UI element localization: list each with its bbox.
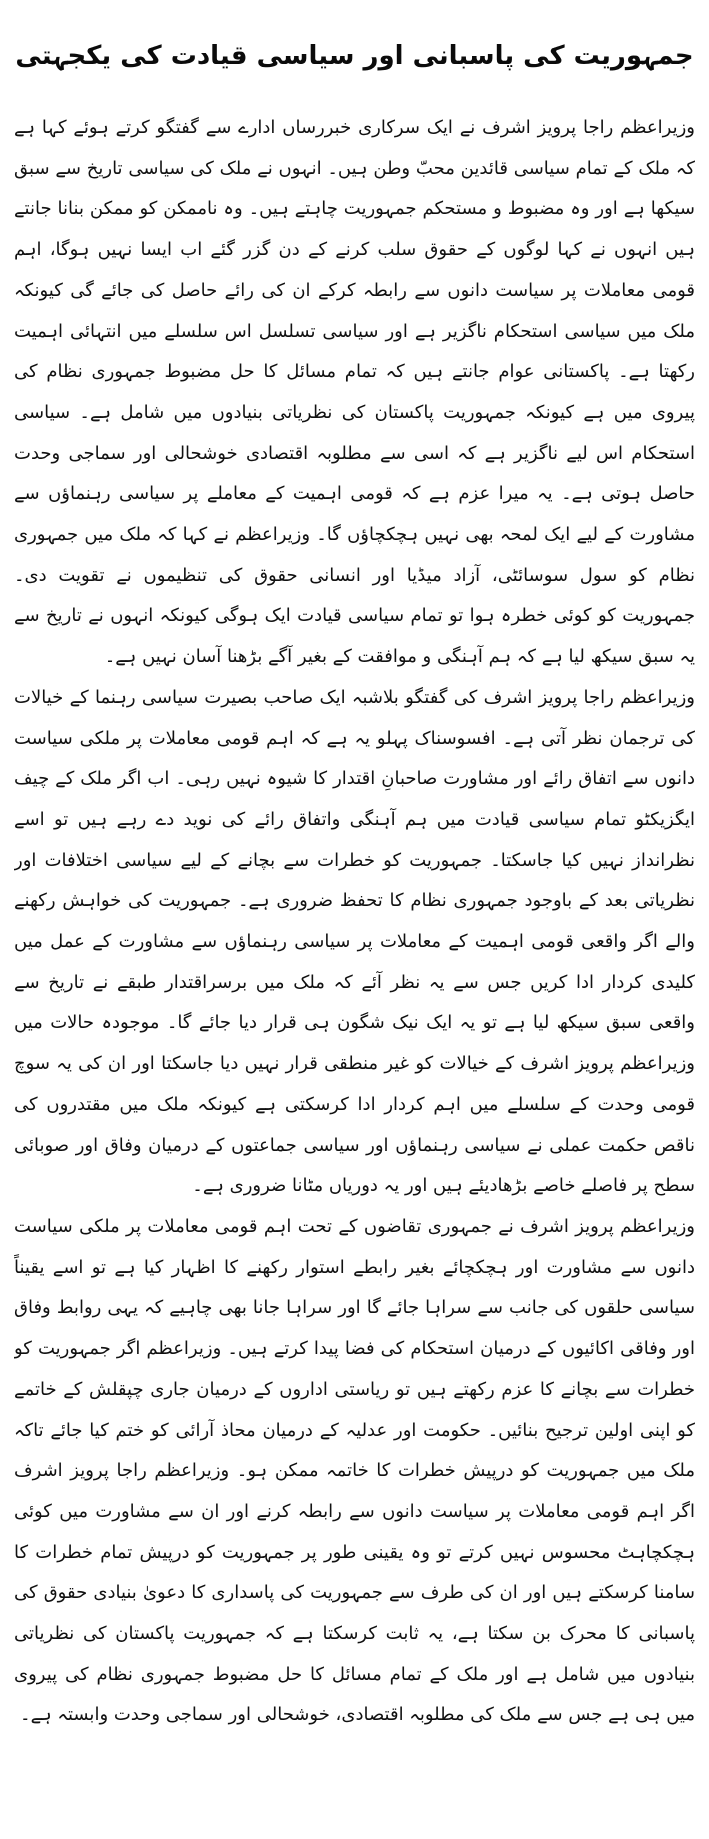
editorial-headline: جمہوریت کی پاسبانی اور سیاسی قیادت کی یکجہتی <box>15 41 694 71</box>
editorial-body <box>14 108 695 1835</box>
paragraph: وزیراعظم راجا پرویز اشرف کی گفتگو بلاشبہ ایک صاحب بصیرت سیاسی رہنما کے خیالات کی ترجمان نظر آتی ہے۔ افسوسناک پہلو یہ ہے کہ اہم قومی معاملات پر ملکی سیاست دانوں سے اتفاق رائے اور مشاورت صاحبانِ اقتدار کا شیوہ نہیں رہی۔ اب اگر ملک کے چیف ایگزیکٹو تمام سیاسی قیادت میں ہم آہنگی واتفاق رائے کی نوید دے رہے ہیں تو اسے نظرانداز نہیں کیا جاسکتا۔ جمہوریت کو خطرات سے بچانے کے لیے سیاسی اختلافات اور نظریاتی بعد کے باوجود جمہوری نظام کا تحفظ ضروری ہے۔ جمہوریت کی خواہش رکھنے والے اگر واقعی قومی اہمیت کے معاملات پر سیاسی رہنماؤں سے مشاورت کے عمل میں کلیدی کردار ادا کریں جس سے یہ نظر آئے کہ ملک میں برسراقتدار طبقے نے تاریخ سے واقعی سبق سیکھ لیا ہے تو یہ ایک نیک شگون ہی قرار دیا جائے گا۔ موجودہ حالات میں وزیراعظم پرویز اشرف کے خیالات کو غیر منطقی قرار نہیں دیا جاسکتا اور ان کی یہ سوچ قومی وحدت کے سلسلے میں اہم کردار ادا کرسکتی ہے کیونکہ ملک میں مقتدروں کی ناقص حکمت عملی نے سیاسی رہنماؤں اور سیاسی جماعتوں کے درمیان وفاق اور صوبائی سطح پر فاصلے خاصے بڑھادیئے ہیں اور یہ دوریاں مٹانا ضروری ہے۔ <box>14 686 695 1197</box>
paragraph: وزیراعظم پرویز اشرف نے جمہوری تقاضوں کے تحت اہم قومی معاملات پر ملکی سیاست دانوں سے مشاورت اور ہچکچائے بغیر رابطے استوار رکھنے کا اظہار کیا ہے تو اسے یقیناً سیاسی حلقوں کی جانب سے سراہا جائے گا اور سراہا جانا بھی چاہیے کہ یہی روابط وفاق اور وفاقی اکائیوں کے درمیان استحکام کی فضا پیدا کرتے ہیں۔ وزیراعظم اگر جمہوریت کو خطرات سے بچانے کا عزم رکھتے ہیں تو ریاستی اداروں کے درمیان جاری چپقلش کے خاتمے کو اپنی اولین ترجیح بنائیں۔ حکومت اور عدلیہ کے درمیان محاذ آرائی کو ختم کیا جائے تاکہ ملک میں جمہوریت کو درپیش خطرات کا خاتمہ ممکن ہو۔ وزیراعظم راجا پرویز اشرف اگر اہم قومی معاملات پر سیاست دانوں سے رابطہ کرنے اور ان سے مشاورت میں کوئی ہچکچاہٹ محسوس نہیں کرتے تو وہ یقینی طور پر جمہوریت کو درپیش تمام خطرات کا سامنا کرسکتے ہیں اور ان کی طرف سے جمہوریت کی پاسداری کا دعویٰ بنیادی حقوق کی پاسبانی کا محرک بن سکتا ہے، یہ ثابت کرسکتا ہے کہ جمہوریت پاکستان کی نظریاتی بنیادوں میں شامل ہے اور ملک کے تمام مسائل کا حل مضبوط جمہوری نظام کی پیروی میں ہی ہے جس سے ملک کی مطلوبہ اقتصادی، خوشحالی اور سماجی وحدت وابستہ ہے۔ <box>14 1215 695 1726</box>
paragraph: وزیراعظم راجا پرویز اشرف نے ایک سرکاری خبررساں ادارے سے گفتگو کرتے ہوئے کہا ہے کہ ملک کے تمام سیاسی قائدین محبّ وطن ہیں۔ انہوں نے ملک کی سیاسی تاریخ سے سبق سیکھا ہے اور وہ مضبوط و مستحکم جمہوریت چاہتے ہیں۔ وہ ناممکن کو ممکن بنانا جانتے ہیں انہوں نے کہا لوگوں کے حقوق سلب کرنے کے دن گزر گئے اب ایسا نہیں ہوگا، اہم قومی معاملات پر سیاست دانوں سے رابطہ کرکے ان کی رائے حاصل کی جائے گی کیونکہ ملک میں سیاسی استحکام ناگزیر ہے اور سیاسی تسلسل اس سلسلے میں انتہائی اہمیت رکھتا ہے۔ پاکستانی عوام جانتے ہیں کہ تمام مسائل کا حل مضبوط جمہوری نظام کی پیروی میں ہے کیونکہ جمہوریت پاکستان کی نظریاتی بنیادوں میں شامل ہے۔ سیاسی استحکام اس لیے ناگزیر ہے کہ اسی سے مطلوبہ اقتصادی خوشحالی اور سماجی وحدت حاصل ہوتی ہے۔ یہ میرا عزم ہے کہ قومی اہمیت کے معاملے پر سیاسی رہنماؤں سے مشاورت کے لیے ایک لمحہ بھی نہیں ہچکچاؤں گا۔ وزیراعظم نے کہا کہ ملک میں جمہوری نظام کو سول سوسائٹی، آزاد میڈیا اور انسانی حقوق کی تنظیموں نے تقویت دی۔ جمہوریت کو کوئی خطرہ ہوا تو تمام سیاسی قیادت ایک ہوگی کیونکہ انہوں نے تاریخ سے یہ سبق سیکھ لیا ہے کہ ہم آہنگی و موافقت کے بغیر آگے بڑھنا آسان نہیں ہے۔ <box>14 117 695 668</box>
